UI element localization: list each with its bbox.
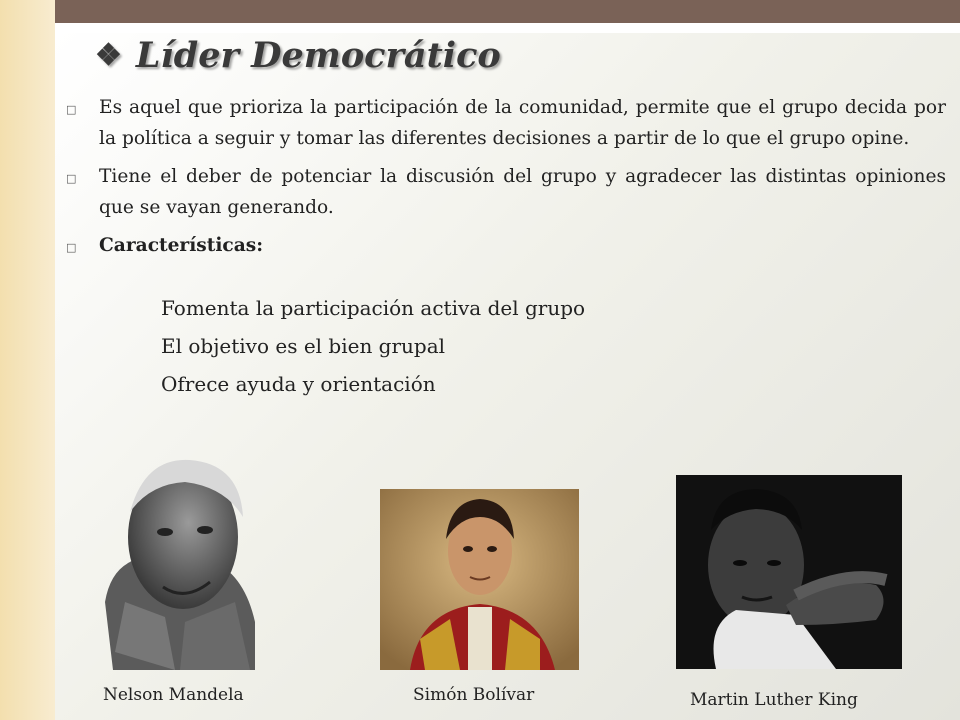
- bullet-text: Es aquel que prioriza la participación de la comunidad, permite que el grupo decida por la política a seguir y tomar las diferentes decisiones a partir de lo que el grupo opine.: [99, 97, 946, 149]
- slide-title-text: Líder Democrático: [135, 34, 501, 76]
- caption-simon-bolivar: Simón Bolívar: [413, 685, 535, 705]
- top-decor-bar: [55, 0, 960, 23]
- square-bullet-icon: □: [66, 172, 77, 185]
- characteristic-item: Ofrece ayuda y orientación: [161, 372, 436, 396]
- photo-simon-bolivar: [380, 489, 579, 670]
- portrait-illustration: [676, 475, 902, 669]
- photo-martin-luther-king: [676, 475, 902, 669]
- square-bullet-icon: □: [66, 241, 77, 254]
- portrait-illustration: [380, 489, 579, 670]
- characteristic-item: Fomenta la participación activa del grupo: [161, 296, 586, 320]
- square-bullet-icon: □: [66, 103, 77, 116]
- bullet-item: [66, 230, 946, 263]
- diamond-bullet-icon: ❖: [95, 37, 122, 73]
- bullet-item: [66, 161, 946, 223]
- caption-martin-luther-king: Martin Luther King: [690, 690, 858, 710]
- bullet-item: [66, 92, 946, 154]
- characteristic-item: El objetivo es el bien grupal: [161, 334, 446, 358]
- slide-title: [95, 30, 501, 80]
- portrait-illustration: [105, 452, 255, 670]
- characteristics-list: [161, 289, 585, 403]
- side-decor-strip: [0, 0, 55, 720]
- bullet-text: Tiene el deber de potenciar la discusión del grupo y agradecer las distintas opiniones que se vayan generando.: [99, 166, 946, 218]
- caption-nelson-mandela: Nelson Mandela: [103, 685, 244, 705]
- photo-nelson-mandela: [105, 452, 255, 670]
- bullet-list: [66, 92, 946, 270]
- bullet-text: Características:: [99, 235, 264, 256]
